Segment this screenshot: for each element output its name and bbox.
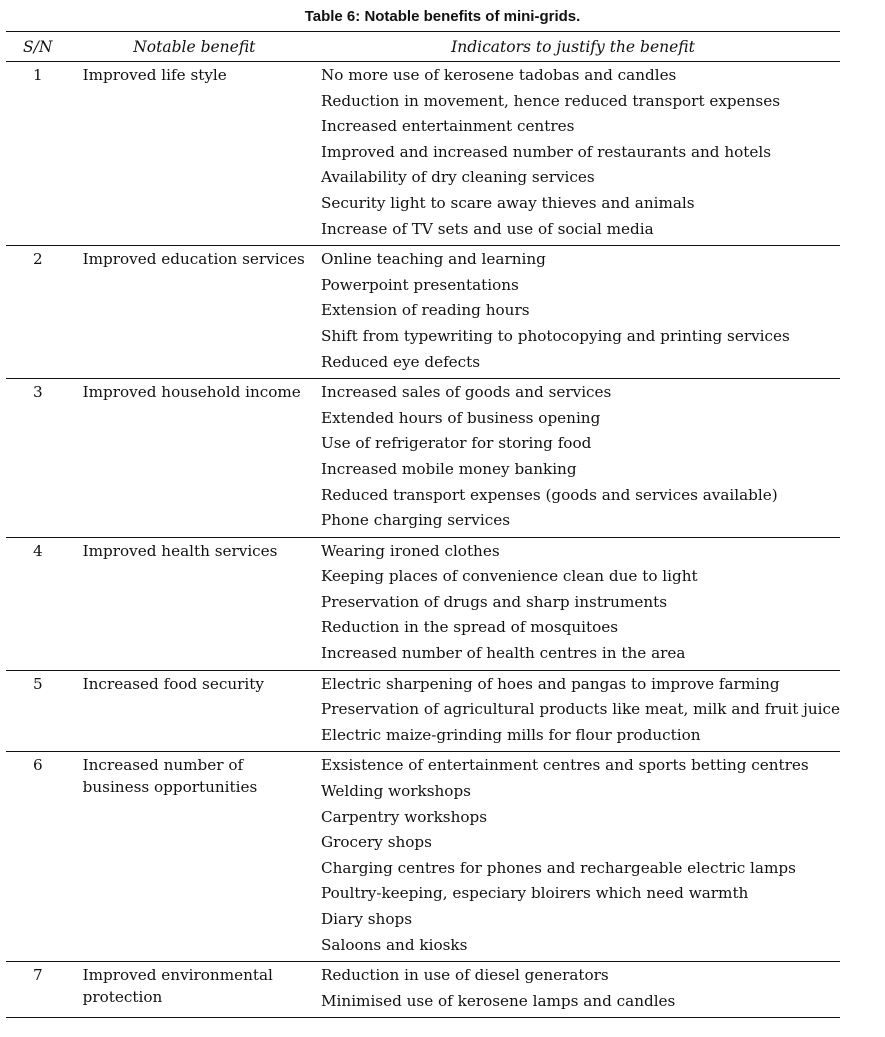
indicator-item: Wearing ironed clothes: [321, 541, 500, 560]
header-indicators: Indicators to justify the benefit: [306, 32, 840, 62]
table-header-row: [6, 32, 840, 62]
row-benefit: Improved household income: [83, 379, 306, 538]
row-indicators: [306, 962, 840, 1018]
indicator-item: Powerpoint presentations: [321, 275, 519, 294]
indicator-item: Reduced eye defects: [321, 352, 481, 371]
indicator-item: No more use of kerosene tadobas and candles: [321, 66, 677, 84]
indicator-item: Reduction in movement, hence reduced transport expenses: [321, 91, 780, 110]
header-sn: S/N: [6, 32, 83, 62]
row-indicators: [306, 537, 840, 670]
row-indicators: [306, 62, 840, 246]
table-row: [6, 670, 840, 752]
indicator-item: Exsistence of entertainment centres and sports betting centres: [321, 756, 809, 775]
table-row: [6, 537, 840, 670]
indicator-item: Diary shops: [321, 910, 412, 928]
indicator-item: Shift from typewriting to photocopying and printing services: [321, 326, 790, 345]
indicator-item: Availability of dry cleaning services: [321, 168, 595, 187]
row-benefit: Increased number of business opportunities: [83, 752, 306, 962]
indicator-item: Online teaching and learning: [321, 250, 546, 269]
row-sn: 5: [6, 670, 83, 752]
indicator-item: Extended hours of business opening: [321, 408, 601, 427]
indicator-item: Improved and increased number of restaurants and hotels: [321, 142, 772, 161]
indicator-item: Increased entertainment centres: [321, 117, 575, 136]
row-sn: 7: [6, 962, 83, 1018]
table-body: [6, 62, 840, 1018]
table-row: [6, 962, 840, 1018]
row-sn: 6: [6, 752, 83, 962]
row-sn: 4: [6, 537, 83, 670]
indicator-item: Increased number of health centres in the area: [321, 644, 686, 663]
table-row: [6, 379, 840, 538]
indicator-item: Welding workshops: [321, 782, 471, 801]
indicator-item: Increased sales of goods and services: [321, 383, 612, 402]
indicator-item: Phone charging services: [321, 511, 511, 530]
header-benefit: Notable benefit: [83, 32, 306, 62]
row-sn: 3: [6, 379, 83, 538]
benefits-table: [6, 31, 840, 1018]
row-sn: 2: [6, 246, 83, 379]
indicator-item: Increase of TV sets and use of social media: [321, 219, 654, 238]
indicator-item: Charging centres for phones and rechargeable electric lamps: [321, 858, 796, 877]
indicator-item: Preservation of agricultural products like meat, milk and fruit juice: [321, 700, 840, 719]
indicator-item: Preservation of drugs and sharp instruments: [321, 592, 668, 611]
indicator-item: Electric sharpening of hoes and pangas to improve farming: [321, 674, 780, 693]
row-benefit: Improved environmental protection: [83, 962, 306, 1018]
indicator-item: Reduced transport expenses (goods and services available): [321, 485, 778, 504]
row-indicators: [306, 246, 840, 379]
indicator-item: Minimised use of kerosene lamps and candles: [321, 991, 676, 1010]
indicator-item: Use of refrigerator for storing food: [321, 434, 592, 453]
indicator-item: Carpentry workshops: [321, 807, 488, 826]
row-benefit: Improved life style: [83, 62, 306, 246]
row-indicators: [306, 752, 840, 962]
row-indicators: [306, 670, 840, 752]
indicator-item: Saloons and kiosks: [321, 935, 468, 954]
indicator-item: Grocery shops: [321, 833, 432, 852]
table-row: [6, 752, 840, 962]
table-row: [6, 246, 840, 379]
indicator-item: Electric maize-grinding mills for flour production: [321, 725, 701, 744]
row-benefit: Increased food security: [83, 670, 306, 752]
table-caption: Table 6: Notable benefits of mini-grids.: [304, 8, 581, 25]
row-benefit: Improved education services: [83, 246, 306, 379]
indicator-item: Reduction in use of diesel generators: [321, 966, 609, 985]
indicator-item: Reduction in the spread of mosquitoes: [321, 618, 619, 637]
indicator-item: Extension of reading hours: [321, 301, 530, 320]
table-row: [6, 62, 840, 246]
indicator-item: Keeping places of convenience clean due to light: [321, 567, 698, 586]
row-sn: 1: [6, 62, 83, 246]
row-indicators: [306, 379, 840, 538]
indicator-item: Poultry-keeping, especiary bloirers which need warmth: [321, 884, 749, 903]
indicator-item: Increased mobile money banking: [321, 459, 577, 478]
row-benefit: Improved health services: [83, 537, 306, 670]
indicator-item: Security light to scare away thieves and animals: [321, 193, 695, 212]
